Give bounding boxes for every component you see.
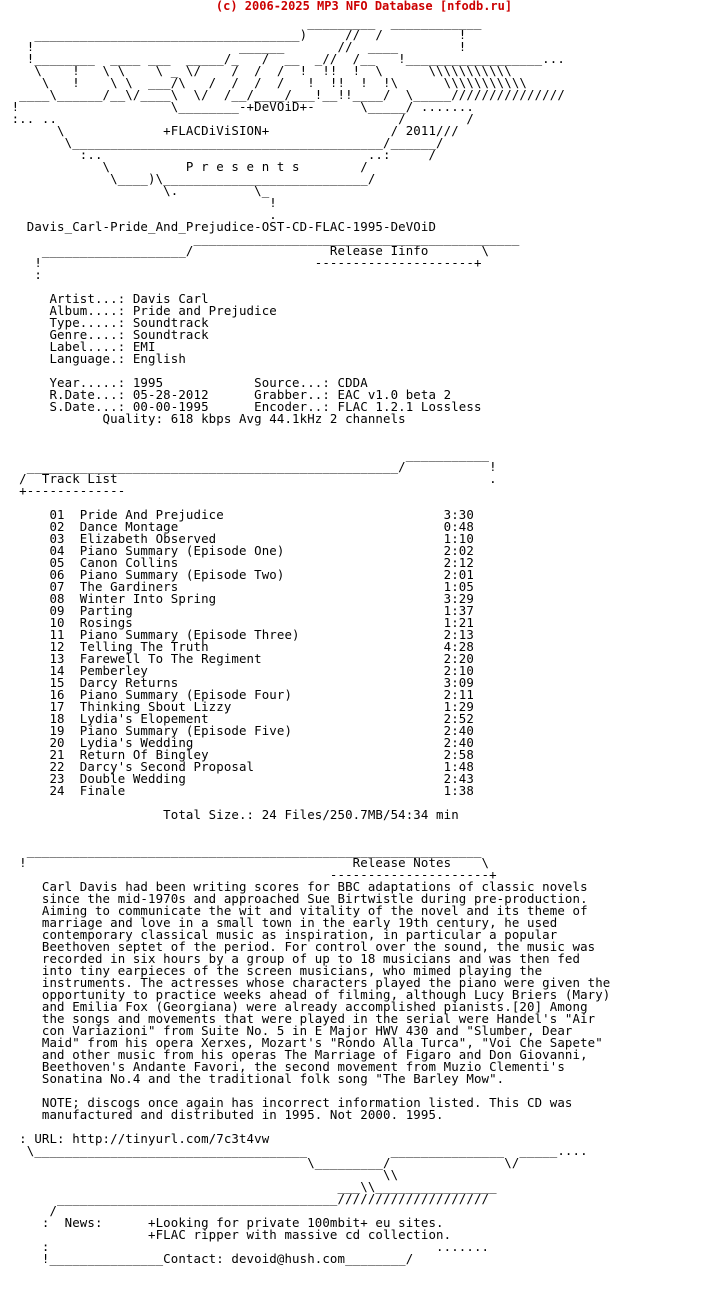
nfo-line: 22 Darcy's Second Proposal 1:48	[4, 759, 474, 774]
nfo-line: Aiming to communicate the wit and vitality of the novel and its theme of	[4, 903, 588, 918]
nfo-line: 09 Parting 1:37	[4, 603, 474, 618]
nfo-line: : .......	[4, 1239, 490, 1254]
nfo-line: 07 The Gardiners 1:05	[4, 579, 474, 594]
nfo-line: ! ______ // ____ !	[4, 39, 467, 54]
nfo-line: Genre....: Soundtrack	[4, 327, 209, 342]
nfo-line: _________________________________________________/ !	[4, 459, 497, 474]
nfo-line: R.Date...: 05-28-2012 Grabber..: EAC v1.0 beta 2	[4, 387, 452, 402]
nfo-line: ! \________-+DeVOiD+- \_____/ .......	[4, 99, 474, 114]
nfo-line: 24 Finale 1:38	[4, 783, 474, 798]
nfo-line: Carl Davis had been writing scores for BBC adaptations of classic novels	[4, 879, 588, 894]
nfo-line: Beethoven's Andante Favori, the second movement from Muzio Clementi's	[4, 1059, 565, 1074]
nfo-line: Label....: EMI	[4, 339, 156, 354]
nfo-line: con Variazioni" from Suite No. 5 in E Major HWV 430 and "Slumber, Dear	[4, 1023, 573, 1038]
nfo-line: ! ---------------------+	[4, 255, 482, 270]
nfo-line: 21 Return Of Bingley 2:58	[4, 747, 474, 762]
nfo-line: 13 Farewell To The Regiment 2:20	[4, 651, 474, 666]
nfo-line: opportunity to practice weeks ahead of filming, although Lucy Briers (Mary)	[4, 987, 611, 1002]
nfo-line: 02 Dance Montage 0:48	[4, 519, 474, 534]
nfo-line: and Emilia Fox (Georgiana) were already accomplished pianists.[20] Among	[4, 999, 588, 1014]
nfo-line: \\	[4, 1167, 399, 1182]
nfo-line: \ ! \ \ ___/\ / / / / ! !! ! !\ \\\\\\\\\\\	[4, 75, 528, 90]
nfo-line: S.Date...: 00-00-1995 Encoder..: FLAC 1.2.1 Lossless	[4, 399, 482, 414]
nfo-line: contemporary classical music as inspiration, in particular a popular	[4, 927, 558, 942]
nfo-line: .	[4, 207, 277, 222]
nfo-line: \_________________________________________/______/	[4, 135, 444, 150]
nfo-line: \. \_	[4, 183, 270, 198]
nfo-line: Beethoven septet of the period. For control over the sound, the music was	[4, 939, 596, 954]
nfo-line: manufactured and distributed in 1995. Not 2000. 1995.	[4, 1107, 444, 1122]
nfo-line: NOTE; discogs once again has incorrect information listed. This CD was	[4, 1095, 573, 1110]
nfo-line: : News: +Looking for private 100mbit+ eu sites.	[4, 1215, 444, 1230]
nfo-line: \____________________________________ _______________ _____....	[4, 1143, 588, 1158]
nfo-line: ___\\________________	[4, 1179, 497, 1194]
nfo-line: Language.: English	[4, 351, 186, 366]
nfo-line: 14 Pemberley 2:10	[4, 663, 474, 678]
nfo-line: :.. .. / /	[4, 111, 474, 126]
nfo-line: Year.....: 1995 Source...: CDDA	[4, 375, 368, 390]
nfo-line: 23 Double Wedding 2:43	[4, 771, 474, 786]
url-link[interactable]: http://tinyurl.com/7c3t4vw	[72, 1131, 270, 1146]
nfo-line: ___________________________________) // / !	[4, 27, 467, 42]
nfo-line: : URL: http://tinyurl.com/7c3t4vw	[4, 1131, 270, 1146]
nfo-line: Total Size.: 24 Files/250.7MB/54:34 min	[4, 807, 459, 822]
nfo-line: ___________	[4, 447, 490, 462]
nfo-line: 08 Winter Into Spring 3:29	[4, 591, 474, 606]
nfo-line: !________ ____ ___ _____/_ / __ _// /__ !__________________...	[4, 51, 565, 66]
nfo-line: instruments. The actresses whose characters played the piano were given the	[4, 975, 611, 990]
nfo-line: !_______________Contact: devoid@hush.com________/	[4, 1251, 414, 1266]
nfo-line: _____________________________________////////////////////	[4, 1191, 490, 1206]
site-header-title: (c) 2006-2025 MP3 NFO Database [nfodb.ru]	[215, 0, 513, 13]
nfo-line: 16 Piano Summary (Episode Four) 2:11	[4, 687, 474, 702]
nfo-line: 19 Piano Summary (Episode Five) 2:40	[4, 723, 474, 738]
nfo-line: ___________________/ Release Iinfo \	[4, 243, 490, 258]
nfo-line: /	[4, 1203, 58, 1218]
nfo-line: 15 Darcy Returns 3:09	[4, 675, 474, 690]
nfo-line: Album....: Pride and Prejudice	[4, 303, 277, 318]
nfo-line: +-------------	[4, 483, 126, 498]
nfo-line: \_________/ \/	[4, 1155, 520, 1170]
nfo-line: 11 Piano Summary (Episode Three) 2:13	[4, 627, 474, 642]
nfo-line: Maid" from his opera Xerxes, Mozart's "Rondo Alla Turca", "Voi Che Sapete"	[4, 1035, 603, 1050]
nfo-line: 03 Elizabeth Observed 1:10	[4, 531, 474, 546]
nfo-line: Davis_Carl-Pride_And_Prejudice-OST-CD-FLAC-1995-DeVOiD	[4, 219, 437, 234]
nfo-line: \ P r e s e n t s /	[4, 159, 368, 174]
nfo-line: into tiny earpieces of the screen musicians, who mimed playing the	[4, 963, 543, 978]
nfo-line: ---------------------+	[4, 867, 497, 882]
nfo-line: the songs and movements that were played in the serial were Handel's "Air	[4, 1011, 596, 1026]
nfo-document	[4, 17, 610, 1265]
nfo-line: :.. ..: /	[4, 147, 437, 162]
nfo-line: 10 Rosings 1:21	[4, 615, 474, 630]
nfo-line: Artist...: Davis Carl	[4, 291, 209, 306]
nfo-line: \ ! \ \ \ _ \/ / / / ! !! ! \ \\\\\\\\\\\	[4, 63, 512, 78]
nfo-line: !	[4, 195, 277, 210]
nfo-line: 06 Piano Summary (Episode Two) 2:01	[4, 567, 474, 582]
nfo-line: 20 Lydia's Wedding 2:40	[4, 735, 474, 750]
nfo-line: 18 Lydia's Elopement 2:52	[4, 711, 474, 726]
nfo-line: since the mid-1970s and approached Sue Birtwistle during pre-production.	[4, 891, 588, 906]
nfo-line: 05 Canon Collins 2:12	[4, 555, 474, 570]
nfo-line: ____________________________________________________________	[4, 843, 482, 858]
nfo-line: Type.....: Soundtrack	[4, 315, 209, 330]
nfo-line: :	[4, 267, 42, 282]
nfo-line: Sonatina No.4 and the traditional folk song "The Barley Mow".	[4, 1071, 505, 1086]
nfo-line: \ +FLACDiViSION+ / 2011///	[4, 123, 459, 138]
nfo-line: 17 Thinking Sbout Lizzy 1:29	[4, 699, 474, 714]
nfo-line: / Track List .	[4, 471, 497, 486]
nfo-line: 04 Piano Summary (Episode One) 2:02	[4, 543, 474, 558]
nfo-line: \____)\___________________________/	[4, 171, 376, 186]
nfo-line: marriage and love in a small town in the early 19th century, he used	[4, 915, 558, 930]
nfo-line: and other music from his operas The Marriage of Figaro and Don Giovanni,	[4, 1047, 588, 1062]
nfo-line: +FLAC ripper with massive cd collection.	[4, 1227, 452, 1242]
nfo-line: ____\______/__\/____\ \/ /__/____/___!__!!____/ \_____///////////////	[4, 87, 565, 102]
nfo-line: ___________________________________________	[4, 231, 520, 246]
nfo-line: 01 Pride And Prejudice 3:30	[4, 507, 474, 522]
nfo-line: Quality: 618 kbps Avg 44.1kHz 2 channels	[4, 411, 406, 426]
nfo-line: recorded in six hours by a group of up to 18 musicians and was then fed	[4, 951, 581, 966]
nfo-line: 12 Telling The Truth 4:28	[4, 639, 474, 654]
nfo-line: ! Release Notes \	[4, 855, 490, 870]
nfo-line: _________ ____________	[4, 15, 482, 30]
